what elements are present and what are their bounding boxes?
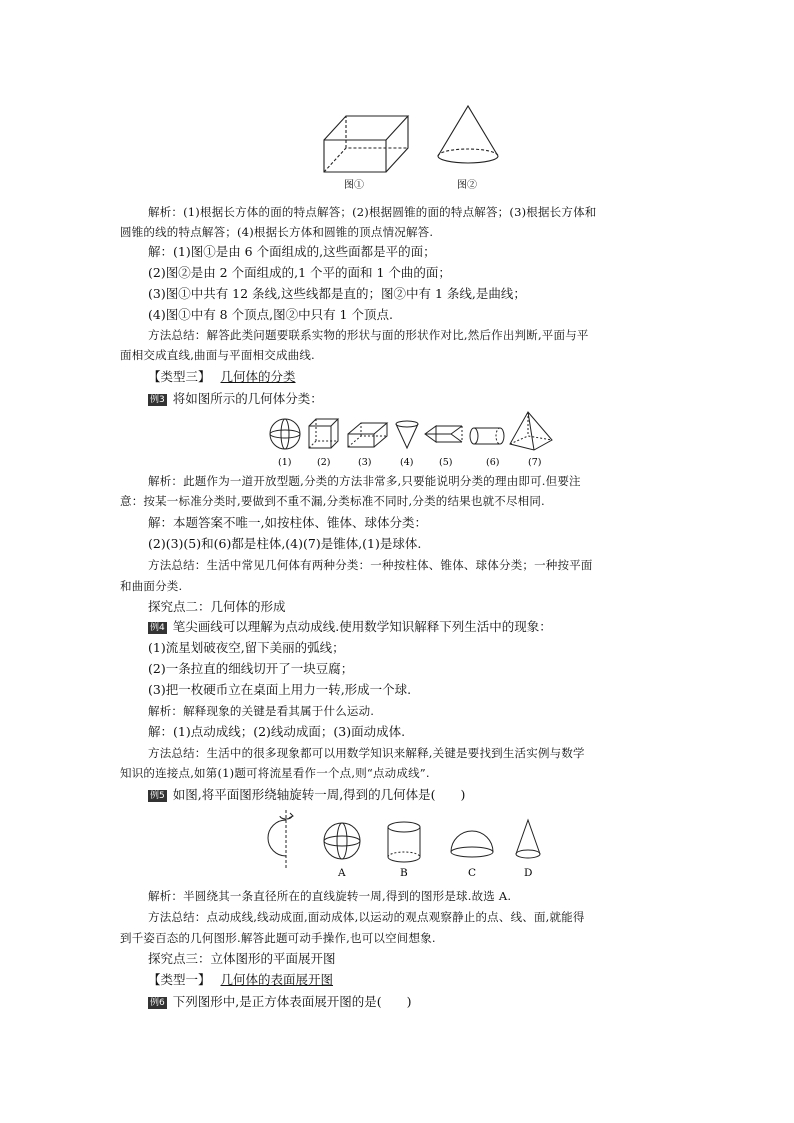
ex4-question-text: 笔尖画线可以理解为点动成线.使用数学知识解释下列生活中的现象：	[172, 619, 552, 634]
type1-heading	[148, 970, 658, 990]
ex3-method-line-1: 方法总结：生活中常见几何体有两种分类：一种按柱体、锥体、球体分类；一种按平面	[148, 558, 593, 572]
option-b-label: B	[400, 867, 408, 879]
solid-label-4: (4)	[400, 457, 414, 468]
ex5-question-text: 如图,将平面图形绕轴旋转一周,得到的几何体是( )	[172, 787, 466, 802]
solid-label-3: (3)	[358, 457, 372, 468]
ex4-method-line-2: 知识的连接点,如第(1)题可将流星看作一个点,则“点动成线”.	[120, 766, 430, 780]
ex4-solution: 解：(1)点动成线；(2)线动成面；(3)面动成体.	[148, 724, 406, 739]
solid-cylinder	[470, 428, 504, 444]
fig1-caption-1: 图①	[344, 180, 364, 191]
option-b-cylinder	[388, 822, 420, 862]
ex4-analysis: 解析：解释现象的关键是看其属于什么运动.	[148, 704, 375, 718]
cone-hidden-arc	[438, 149, 498, 156]
ex2-analysis-line-1: 解析：(1)根据长方体的面的特点解答；(2)根据圆锥的面的特点解答；(3)根据长方体和	[148, 205, 597, 219]
example-6-badge: 例6	[150, 998, 165, 1008]
type1-bracket: 【类型一】	[148, 972, 211, 987]
ex4-question	[148, 617, 658, 637]
solid-cube	[309, 419, 338, 448]
ex5-question	[148, 785, 658, 805]
option-d-cone	[516, 820, 540, 858]
half-circle-axis	[268, 810, 293, 870]
ex3-question-text: 将如图所示的几何体分类：	[172, 391, 323, 406]
ex3-method-line-2: 和曲面分类.	[120, 579, 183, 593]
type1-title: 几何体的表面展开图	[220, 972, 334, 987]
option-c-label: C	[468, 867, 477, 879]
ex3-question	[148, 389, 658, 409]
fig1-caption-2: 图②	[457, 180, 477, 191]
solid-label-7: (7)	[528, 457, 542, 468]
solid-label-2: (2)	[317, 457, 331, 468]
figure-rotation-options	[262, 806, 562, 882]
example-4-badge: 例4	[150, 623, 165, 633]
type3-title: 几何体的分类	[220, 369, 296, 384]
solid-triangular-prism	[425, 426, 462, 442]
ex2-solution-line-1: 解：(1)图①是由 6 个面组成的,这些面都是平的面；	[148, 244, 436, 259]
ex2-method-line-1: 方法总结：解答此类问题要联系实物的形状与面的形状作对比,然后作出判断,平面与平	[148, 328, 589, 342]
ex2-solution-line-3: (3)图①中共有 12 条线,这些线都是直的；图②中有 1 条线,是曲线；	[148, 286, 526, 301]
figure-seven-solids	[262, 410, 562, 470]
type3-bracket: 【类型三】	[148, 369, 211, 384]
solid-cuboid	[348, 423, 387, 447]
solid-label-1: (1)	[278, 457, 292, 468]
ex2-solution-line-4: (4)图①中有 8 个顶点,图②中只有 1 个顶点.	[148, 307, 393, 322]
example-5-badge: 例5	[150, 791, 165, 801]
ex4-item-2: (2)一条拉直的细线切开了一块豆腐；	[148, 661, 354, 676]
example-3-badge: 例3	[150, 395, 165, 405]
ex4-item-1: (1)流星划破夜空,留下美丽的弧线；	[148, 640, 345, 655]
cuboid-hidden-edges	[324, 116, 408, 172]
solid-sphere	[270, 419, 300, 449]
option-a-sphere	[324, 823, 360, 859]
option-d-label: D	[524, 867, 533, 879]
solid-pyramid	[510, 412, 552, 450]
point3-heading: 探究点三：立体图形的平面展开图	[148, 951, 336, 966]
ex5-analysis: 解析：半圆绕其一条直径所在的直线旋转一周,得到的图形是球.故选 A.	[148, 889, 512, 903]
ex4-method-line-1: 方法总结：生活中的很多现象都可以用数学知识来解释,关键是要找到生活实例与数学	[148, 746, 585, 760]
ex6-question-text: 下列图形中,是正方体表面展开图的是( )	[172, 994, 412, 1009]
ex2-method-line-2: 面相交成直线,曲面与平面相交成曲线.	[120, 348, 315, 362]
solid-cone	[396, 421, 418, 448]
ex3-analysis-line-2: 意：按某一标准分类时,要做到不重不漏,分类标准不同时,分类的结果也就不尽相同.	[120, 494, 545, 508]
ex3-solution-line-2: (2)(3)(5)和(6)都是柱体,(4)(7)是锥体,(1)是球体.	[148, 536, 422, 551]
option-c-hemisphere	[451, 831, 493, 857]
ex6-question	[148, 992, 658, 1012]
ex3-solution-line-1: 解：本题答案不唯一,如按柱体、锥体、球体分类：	[148, 515, 427, 530]
cuboid-shape	[324, 116, 408, 172]
cone-shape	[438, 106, 498, 163]
ex4-item-3: (3)把一枚硬币立在桌面上用力一转,形成一个球.	[148, 682, 412, 697]
option-a-label: A	[338, 867, 346, 879]
ex2-solution-line-2: (2)图②是由 2 个面组成的,1 个平的面和 1 个曲的面；	[148, 265, 451, 280]
ex5-method-line-1: 方法总结：点动成线,线动成面,面动成体,以运动的观点观察静止的点、线、面,就能得	[148, 910, 585, 924]
ex2-analysis-line-2: 圆锥的线的特点解答；(4)根据长方体和圆锥的顶点情况解答.	[120, 225, 434, 239]
type3-heading	[148, 367, 658, 387]
ex5-method-line-2: 到千姿百态的几何图形.解答此题可动手操作,也可以空间想象.	[120, 931, 436, 945]
figure-cuboid-cone	[310, 100, 520, 195]
solid-label-5: (5)	[439, 457, 453, 468]
solid-label-6: (6)	[486, 457, 500, 468]
point2-heading: 探究点二：几何体的形成	[148, 599, 286, 614]
ex3-analysis-line-1: 解析：此题作为一道开放型题,分类的方法非常多,只要能说明分类的理由即可.但要注	[148, 474, 581, 488]
